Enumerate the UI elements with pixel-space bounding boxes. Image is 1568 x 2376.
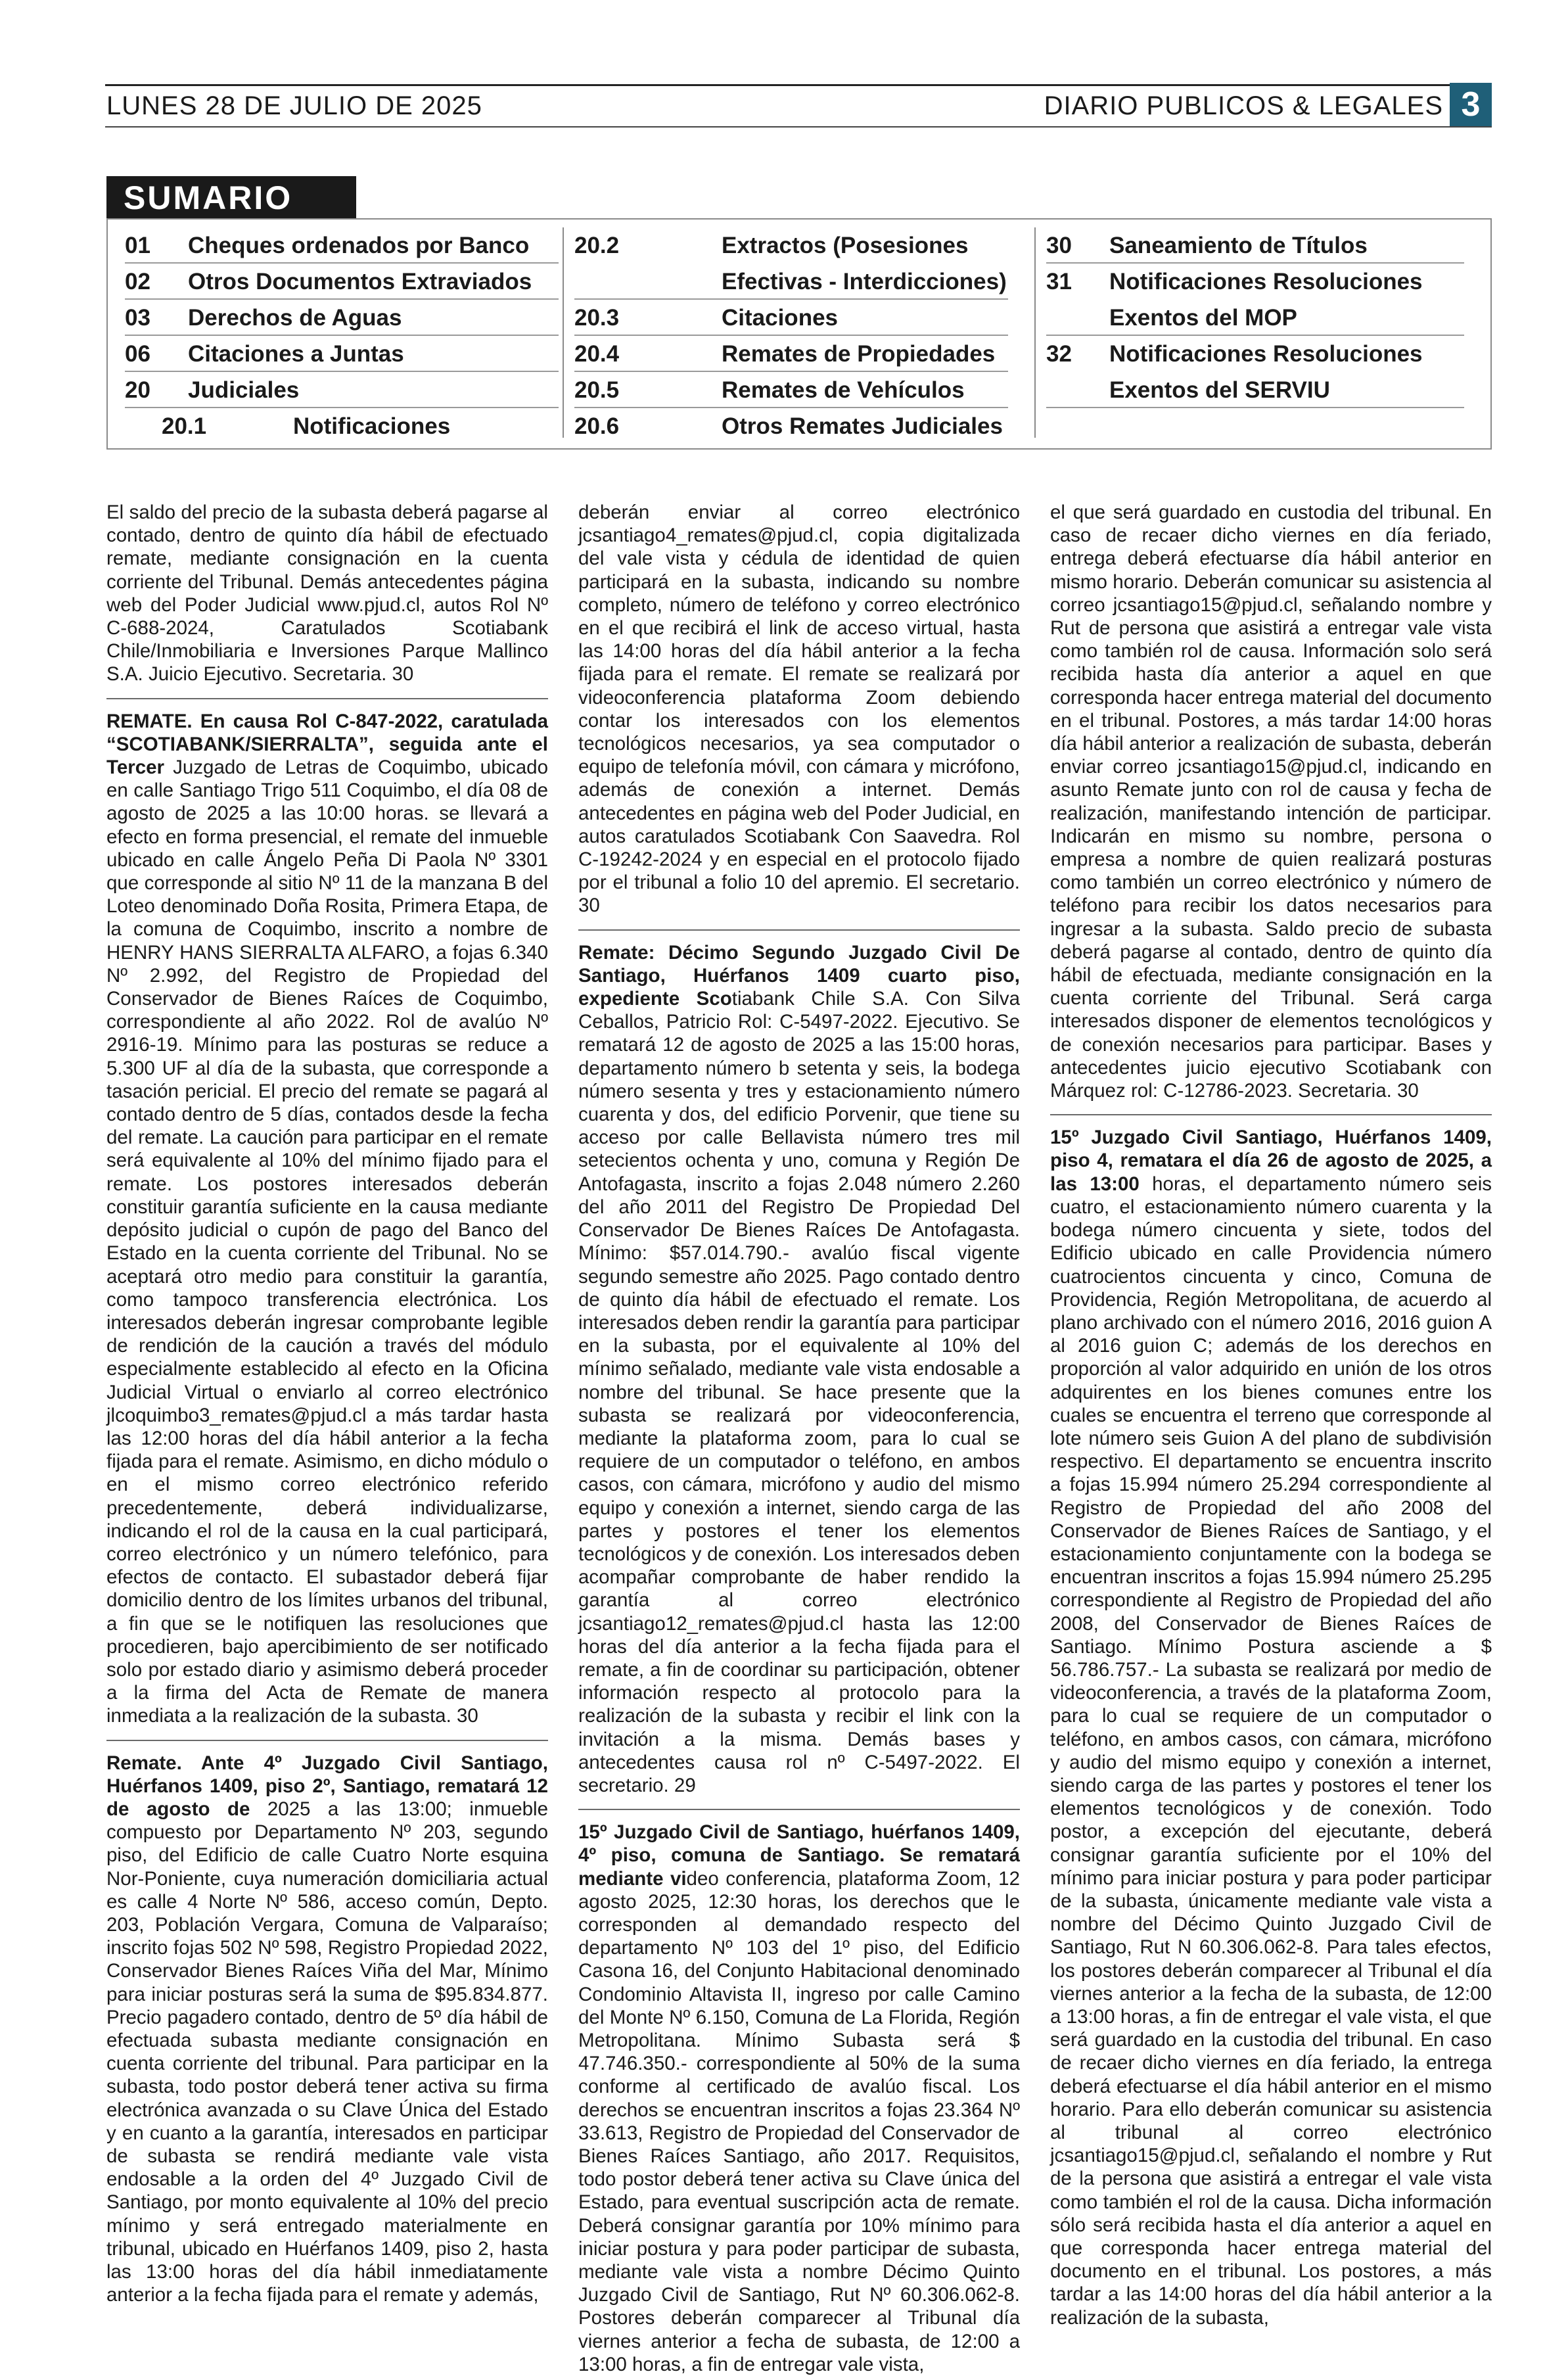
notice-body: Juzgado de Letras de Coquimbo, ubicado en calle Santiago Trigo 511 Coquimbo, el día 08 de agosto de 2025 a las 10:00 horas. se llevará a efecto en forma presencial, el remate del inmueble ubicado en calle Ángelo Peña Di Paola Nº 3301 que corresponde al sitio Nº 11 de la manzana B del Loteo denominado Doña Rosita, Primera Etapa, de la comuna de Coquimbo, inscrito a nombre de HENRY HANS SIERRALTA ALFARO, a fojas 6.340 Nº 2.992, del Registro de Propiedad del Conservador de Bienes Raíces de Coquimbo, correspondiente al año 2022. Rol de avalúo Nº 2916-19. Mínimo para las posturas se reduce a 5.300 UF al día de la subasta, que corresponde a tasación pericial. El precio del remate se pagará al contado dentro de 5 días, contados desde la fecha del remate. La caución para participar en el remate será equivalente al 10% del mínimo fijado para el remate. Los postores interesados deberán constituir garantía suficiente en la causa mediante depósito judicial o cupón de pago del Banco del Estado en la cuenta corriente del Tribunal. No se aceptará otro medio para constituir la garantía, como tampoco transferencia electrónica. Los interesados deberán ingresar comprobante legible de rendición de la caución a través del módulo especialmente establecido al efecto en la Oficina Judicial Virtual o enviarlo al correo electrónico jlcoquimbo3_remates@pjud.cl a más tardar hasta las 12:00 horas del día hábil anterior a la fecha fijada para el remate. Asimismo, en dicho módulo o en el mismo correo electrónico referido precedentemente, deberá individualizarse, indicando el rol de la causa en la cual participará, correo electrónico y un número telefónico, para efectos de contacto. El subastador deberá fijar domicilio dentro de los límites urbanos del tribunal, a fin que se le notifiquen las resoluciones que procedieren, bajo apercibimiento de ser notificado solo por estado diario y asimismo deberá proceder a la firma del Acta de Remate de manera inmediata a la realización de la subasta. 30 — [106, 757, 548, 1727]
sumario-item-label: Efectivas - Interdicciones) — [722, 269, 1007, 294]
notice-lead: 15º Juzgado Civil Santiago, Huérfanos 1409, piso 4, rematara el día 26 de agosto de 2025, a las 13:00 — [1050, 1127, 1492, 1195]
notice-text — [578, 501, 1020, 918]
notice-body: 2025 a las 13:00; inmueble compuesto por Departamento Nº 203, segundo piso, del Edificio de calle Cuatro Norte esquina Nor-Poniente, cuya numeración domiciliaria actual es calle 4 Norte Nº 586, acceso común, Depto. 203, Población Vergara, Comuna de Valparaíso; inscrito fojas 502 Nº 598, Registro Propiedad 2022, Conservador Bienes Raíces Viña del Mar, Mínimo para iniciar posturas será la suma de $95.834.877. Precio pagadero contado, dentro de 5º día hábil de efectuada subasta mediante consignación en cuenta corriente del tribunal. Para participar en la subasta, todo postor deberá tener activa su firma electrónica avanzada o su Clave Única del Estado y en cuanto a la garantía, interesados en participar de subasta se rendirá mediante vale vista endosable a la orden del 4º Juzgado Civil de Santiago, por monto equivalente al 10% del precio mínimo y será entregado materialmente en tribunal, ubicado en Huérfanos 1409, piso 2, hasta las 13:00 horas del día hábil inmediatamente anterior a la fecha fijada para el remate y además, — [106, 1798, 548, 2306]
sumario-item-number: 20.1 — [162, 413, 207, 439]
sumario-column-1 — [125, 229, 652, 446]
notice-text — [1050, 501, 1492, 1102]
sumario-item[interactable] — [1046, 229, 1464, 265]
notice-text — [106, 1752, 548, 2307]
notices-column-3 — [1050, 501, 1492, 2329]
notice-text — [1050, 1126, 1492, 2329]
sumario-item-number: 06 — [125, 341, 150, 367]
notice-lead: Remate: Décimo Segundo Juzgado Civil De Santiago, Huérfanos 1409 cuarto piso, expediente Sco — [578, 941, 1020, 1010]
sumario-item[interactable] — [574, 229, 1113, 265]
sumario-item[interactable] — [125, 301, 652, 337]
notice-separator — [106, 1740, 548, 1741]
sumario-item[interactable] — [125, 229, 652, 265]
notice-lead: Remate. Ante 4º Juzgado Civil Santiago, Huérfanos 1409, piso 2º, Santiago, rematará 12 de agosto de — [106, 1752, 548, 1820]
sumario-item-label: Otros Documentos Extraviados — [188, 269, 532, 294]
sumario-item[interactable] — [1046, 301, 1464, 337]
sumario-item-number: 20.4 — [574, 341, 620, 367]
sumario-item-label: Otros Remates Judiciales — [722, 413, 1003, 439]
notice-separator — [578, 1809, 1020, 1810]
header-bottom-rule — [105, 126, 1492, 128]
sumario-item[interactable] — [125, 409, 652, 446]
sumario-item-label: Notificaciones Resoluciones — [1109, 341, 1423, 367]
notice-text — [578, 1821, 1020, 2376]
sumario-item-label: Judiciales — [188, 377, 300, 403]
sumario-item-label: Remates de Propiedades — [722, 341, 996, 367]
sumario-item-number: 30 — [1046, 233, 1072, 258]
sumario-item-label: Remates de Vehículos — [722, 377, 965, 403]
sumario-item[interactable] — [1046, 265, 1464, 301]
sumario-title: SUMARIO — [106, 176, 356, 218]
sumario-column-2 — [574, 229, 1113, 446]
sumario-item-number: 01 — [125, 233, 150, 258]
notices-column-1 — [106, 501, 548, 2306]
sumario-item-label: Exentos del MOP — [1109, 305, 1297, 331]
header-date: LUNES 28 DE JULIO DE 2025 — [106, 91, 482, 120]
sumario-item-number: 20 — [125, 377, 150, 403]
sumario-item-number: 20.2 — [574, 233, 620, 258]
notice-separator — [578, 929, 1020, 931]
sumario-item-label: Notificaciones — [293, 413, 451, 439]
sumario-item[interactable] — [1046, 337, 1464, 373]
sumario-column-3 — [1046, 229, 1464, 409]
sumario-item[interactable] — [574, 373, 1113, 409]
sumario-item-number: 02 — [125, 269, 150, 294]
notice-text — [106, 710, 548, 1728]
notice-body: El saldo del precio de la subasta deberá pagarse al contado, dentro de quinto día hábil de efectuado remate, mediante consignación en la cuenta corriente del Tribunal. Demás antecedentes página web del Poder Judicial www.pjud.cl, autos Rol Nº C-688-2024, Caratulados Scotiabank Chile/Inmobiliaria e Inversiones Parque Mallinco S.A. Juicio Ejecutivo. Secretaria. 30 — [106, 501, 548, 686]
sumario-item-label: Saneamiento de Títulos — [1109, 233, 1368, 258]
sumario-item[interactable] — [125, 373, 652, 409]
sumario-item[interactable] — [574, 409, 1113, 446]
sumario-item-number: 20.3 — [574, 305, 620, 331]
notices-column-2 — [578, 501, 1020, 2375]
notice-body: horas, el departamento número seis cuatro, el estacionamiento número cuarenta y la bodega número cincuenta y siete, todos del Edificio ubicado en calle Providencia número cuatrocientos cincuenta y cinco, Comuna de Providencia, Región Metropolitana, de acuerdo al plano archivado con el número 2016, 2016 guion A al 2016 guion C; además de los derechos en proporción al valor adquirido en unión de los otros adquirentes en los bienes comunes entre los cuales se encuentra el terreno que corresponde al lote número seis Guion A del plano de subdivisión respectivo. El departamento se encuentra inscrito a fojas 15.994 número 25.294 correspondiente al Registro de Propiedad del año 2008 del Conservador de Bienes Raíces de Santiago, y el estacionamiento conjuntamente con la bodega se encuentran inscritos a fojas 15.994 número 25.295 correspondiente al Registro de Propiedad del año 2008, del Conservador de Bienes Raíces de Santiago. Mínimo Postura asciende a $ 56.786.757.- La subasta se realizará por medio de videoconferencia, a través de la plataforma Zoom, para lo cual se requiere de un computador o teléfono, en ambos casos, con cámara, micrófono y audio del mismo equipo y conexión a internet, siendo carga de las partes y postores el tener los elementos tecnológicos y de conexión. Todo postor, a excepción del ejecutante, deberá consignar garantía suficiente por el 10% del mínimo para iniciar postura y para poder participar de la subasta, únicamente mediante vale vista a nombre del Décimo Quinto Juzgado Civil de Santiago, Rut N 60.306.062-8. Para tales efectos, los postores deberán comparecer al Tribunal el día viernes anterior a la fecha de la subasta, de 12:00 a 13:00 horas, a fin de entregar el vale vista, el que será guardado en la custodia del tribunal. En caso de recaer dicho viernes en día feriado, la entrega deberá efectuarse el día hábil anterior en el mismo horario. Para ello deberán comunicar su asistencia al tribunal al correo electrónico jcsantiago15@pjud.cl, señalando el nombre y Rut de la persona que asistirá a entregar el vale vista como también el rol de la causa. Dicha información sólo será recibida hasta el día anterior a aquel en que corresponda hacer entrega material del documento en el tribunal. Los postores, a más tardar a las 14:00 horas del día hábil anterior a la realización de la subasta, — [1050, 1173, 1492, 2329]
sumario-item[interactable] — [1046, 373, 1464, 409]
sumario-item[interactable] — [125, 265, 652, 301]
notice-body: deberán enviar al correo electrónico jcsantiago4_remates@pjud.cl, copia digitalizada del vale vista y cédula de identidad de quien participará en la subasta, indicando su nombre completo, número de teléfono y correo electrónico en el que recibirá el link de acceso virtual, hasta las 14:00 horas del día hábil anterior a la fecha fijada para el remate. El remate se realizará por videoconferencia plataforma Zoom debiendo contar los interesados con los elementos tecnológicos necesarios, ya sea computador o equipo de telefonía móvil, con cámara y micrófono, además de conexión a internet. Demás antecedentes en página web del Poder Judicial, en autos caratulados Scotiabank Con Saavedra. Rol C-19242-2024 y en especial en el protocolo fijado por el tribunal a folio 10 del apremio. El secretario. 30 — [578, 501, 1020, 917]
sumario-item-number: 03 — [125, 305, 150, 331]
notice-body: deo conferencia, plataforma Zoom, 12 agosto 2025, 12:30 horas, los derechos que le corresponden al demandado respecto del departamento Nº 103 del 1º piso, del Edificio Casona 16, del Conjunto Habitacional denominado Condominio Altavista II, ingreso por calle Camino del Monte Nº 6.150, Comuna de La Florida, Región Metropolitana. Mínimo Subasta será $ 47.746.350.- correspondiente al 50% de la suma conforme al certificado de avalúo fiscal. Los derechos se encuentran inscritos a fojas 23.364 Nº 33.613, Registro de Propiedad del Conservador de Bienes Raíces Santiago, año 2017. Requisitos, todo postor deberá tener activa su Clave única del Estado, para eventual suscripción acta de remate. Deberá consignar garantía por 10% mínimo para iniciar postura y para poder participar de subasta, mediante vale vista a nombre Décimo Quinto Juzgado Civil de Santiago, Rut Nº 60.306.062-8. Postores deberán comparecer al Tribunal día viernes anterior a fecha de subasta, de 12:00 a 13:00 horas, a fin de entregar vale vista, — [578, 1867, 1020, 2375]
notice-text — [578, 941, 1020, 1798]
notice-separator — [1050, 1114, 1492, 1115]
sumario-item-label: Derechos de Aguas — [188, 305, 402, 331]
header-top-rule — [105, 84, 1492, 86]
sumario-item[interactable] — [574, 337, 1113, 373]
sumario-box — [106, 218, 1492, 450]
publication-name: DIARIO PUBLICOS & LEGALES — [1044, 91, 1443, 120]
sumario-item[interactable] — [125, 337, 652, 373]
sumario-item-label: Exentos del SERVIU — [1109, 377, 1330, 403]
notice-separator — [106, 698, 548, 699]
sumario-item-label: Citaciones a Juntas — [188, 341, 404, 367]
notice-lead: 15º Juzgado Civil de Santiago, huérfanos 1409, 4º piso, comuna de Santiago. Se rematará mediante vi — [578, 1821, 1020, 1890]
notice-text — [106, 501, 548, 686]
sumario-item[interactable] — [574, 265, 1113, 301]
notice-lead: REMATE. En causa Rol C-847-2022, caratulada “SCOTIABANK/SIERRALTA”, seguida ante el Tercer — [106, 710, 548, 779]
notice-body: el que será guardado en custodia del tribunal. En caso de recaer dicho viernes en día feriado, entrega deberá efectuarse día hábil anterior en mismo horario. Deberán comunicar su asistencia al correo jcsantiago15@pjud.cl, señalando nombre y Rut de persona que asistirá a entregar vale vista como también rol de causa. Información solo será recibida hasta día anterior a aquel en que corresponda hacer entrega material del documento en el tribunal. Postores, a más tardar 14:00 horas día hábil anterior a realización de subasta, deberán enviar correo jcsantiago15@pjud.cl, indicando en asunto Remate junto con rol de causa y fecha de realización, manifestando intención de participar. Indicarán en mismo su nombre, persona o empresa a nombre de quien realizará posturas como también un correo electrónico y número de teléfono para recibir los datos necesarios para ingresar a la subasta. Saldo precio de subasta deberá pagarse al contado, dentro de quinto día hábil de efectuada, mediante consignación en la cuenta corriente del Tribunal. Será carga interesados disponer de elementos tecnológicos y de conexión necesarios para participar. Bases y antecedentes juicio ejecutivo Scotiabank con Márquez rol: C-12786-2023. Secretaria. 30 — [1050, 501, 1492, 1102]
sumario-item-number: 20.5 — [574, 377, 620, 403]
sumario-item-label: Notificaciones Resoluciones — [1109, 269, 1423, 294]
sumario-item-label: Extractos (Posesiones — [722, 233, 969, 258]
sumario-item[interactable] — [574, 301, 1113, 337]
sumario-item-label: Cheques ordenados por Banco — [188, 233, 530, 258]
notice-body: tiabank Chile S.A. Con Silva Ceballos, Patricio Rol: C-5497-2022. Ejecutivo. Se rematará 12 de agosto de 2025 a las 15:00 horas, departamento número b setenta y seis, la bodega número sesenta y tres y estacionamiento número cuarenta y dos, del edificio Porvenir, que tiene su acceso por calle Bellavista número tres mil setecientos ochenta y uno, comuna y Región De Antofagasta, inscrito a fojas 2.048 número 2.260 del año 2011 del Registro De Propiedad Del Conservador De Bienes Raíces De Antofagasta. Mínimo: $57.014.790.- avalúo fiscal vigente segundo semestre año 2025. Pago contado dentro de quinto día hábil de efectuado el remate. Los interesados deben rendir la garantía para participar en la subasta, por el equivalente al 10% del mínimo señalado, mediante vale vista endosable a nombre del tribunal. Se hace presente que la subasta se realizará por videoconferencia, mediante la plataforma zoom, para lo cual se requiere de un computador o teléfono, en ambos casos, con cámara, micrófono y audio del mismo equipo y conexión a internet, siendo carga de las partes y postores el tener los elementos tecnológicos y de conexión. Los interesados deben acompañar comprobante de haber rendido la garantía al correo electrónico jcsantiago12_remates@pjud.cl hasta las 12:00 horas del día anterior a la fecha fijada para el remate, a fin de coordinar su participación, obtener información respecto al protocolo para la realización de la subasta y recibir el link con la invitación a la misma. Demás bases y antecedentes causa rol nº C-5497-2022. El secretario. 29 — [578, 988, 1020, 1796]
sumario-item-number: 20.6 — [574, 413, 620, 439]
sumario-item-label: Citaciones — [722, 305, 838, 331]
page-number-badge: 3 — [1450, 83, 1492, 126]
sumario-item-number: 31 — [1046, 269, 1072, 294]
sumario-item-number: 32 — [1046, 341, 1072, 367]
